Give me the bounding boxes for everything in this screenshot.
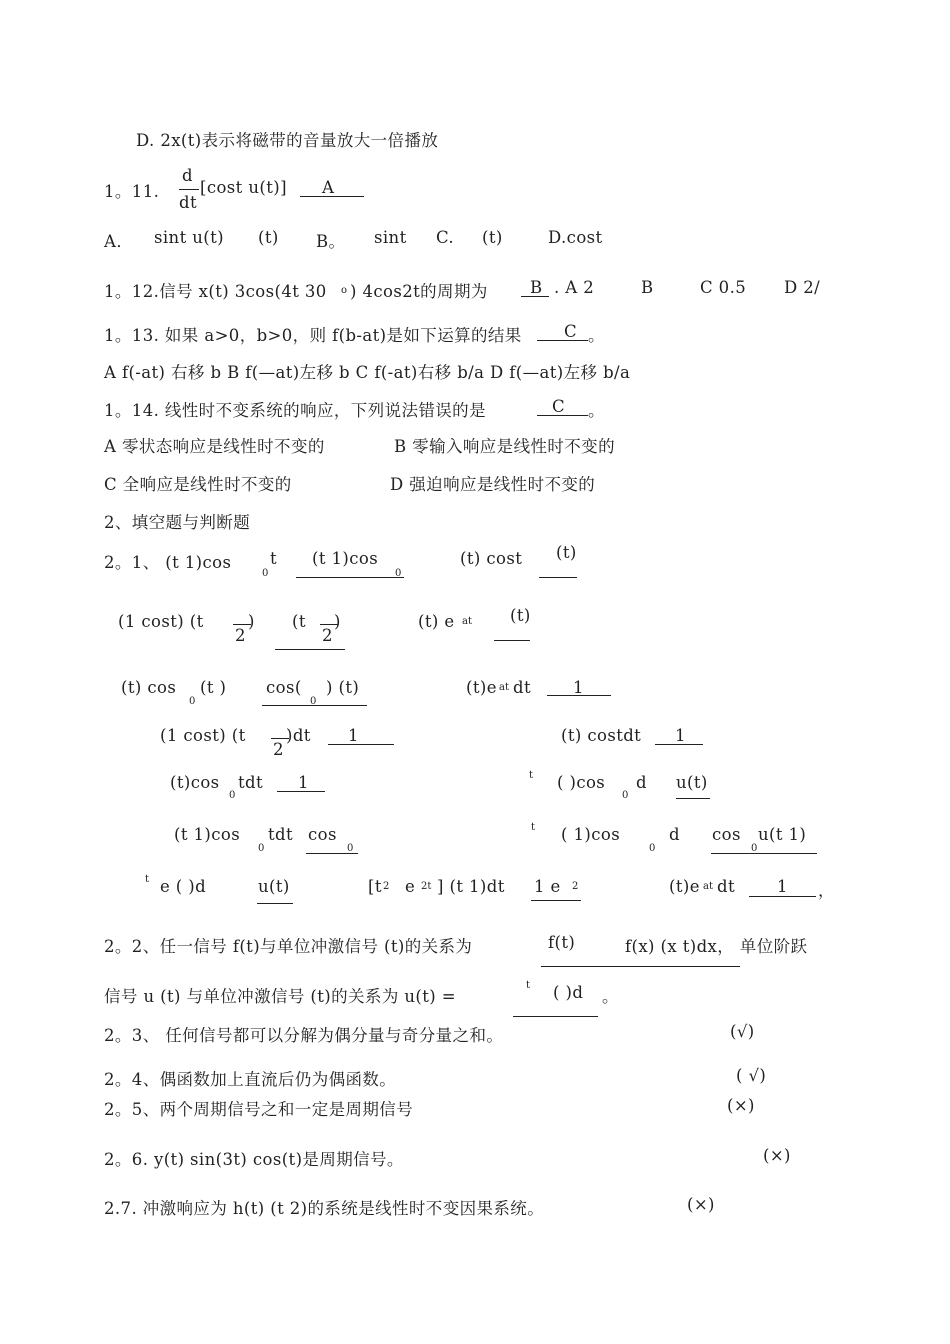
subscript-text: 0 xyxy=(622,790,629,801)
answer-blank xyxy=(749,896,816,897)
subscript-text: 0 xyxy=(189,696,196,707)
answer-blank xyxy=(257,903,293,904)
text-fragment: (t) costdt xyxy=(561,726,642,745)
text-fragment: u(t) xyxy=(258,877,290,896)
text-fragment: 1。14. 线性时不变系统的响应，下列说法错误的是 xyxy=(104,401,486,420)
text-fragment: dt xyxy=(513,678,531,697)
text-fragment: (t)e xyxy=(669,877,700,896)
subscript-text: 0 xyxy=(751,843,758,854)
text-fragment: (1 cost) (t xyxy=(160,726,246,745)
text-fragment: (t)e xyxy=(466,678,497,697)
subscript-text: at xyxy=(703,881,713,892)
answer-blank xyxy=(296,577,404,578)
text-fragment: A． xyxy=(104,232,134,251)
text-fragment: D 2/ xyxy=(784,278,821,297)
subscript-text: t xyxy=(145,874,150,885)
answer-blank xyxy=(537,340,588,341)
text-fragment: 1。11. xyxy=(104,182,160,201)
subscript-text: 0 xyxy=(262,568,269,579)
text-fragment: (√) xyxy=(730,1022,755,1041)
text-fragment: 1 xyxy=(777,877,788,896)
subscript-text: 2 xyxy=(383,881,390,892)
subscript-text: at xyxy=(499,682,509,693)
text-fragment: tdt xyxy=(268,825,294,844)
answer-blank xyxy=(676,798,710,799)
text-fragment: [t xyxy=(368,877,382,896)
text-fragment: (t ) xyxy=(200,678,227,697)
text-fragment: ( 1)cos xyxy=(561,825,621,844)
fraction-bar xyxy=(179,189,199,190)
text-fragment: e xyxy=(405,877,416,896)
text-fragment: 信号 u (t) 与单位冲激信号 (t)的关系为 u(t) = xyxy=(104,987,456,1006)
text-fragment: (×) xyxy=(727,1096,755,1115)
text-fragment: cos( xyxy=(266,678,302,697)
text-fragment: B 零输入响应是线性时不变的 xyxy=(394,437,615,456)
text-fragment: ) (t) xyxy=(326,678,360,697)
text-fragment: 2。6. y(t) sin(3t) cos(t)是周期信号。 xyxy=(104,1150,404,1169)
text-fragment: 。 xyxy=(588,326,605,345)
text-fragment: )dt xyxy=(286,726,311,745)
text-fragment: cos xyxy=(712,825,741,844)
subscript-text: 0 xyxy=(258,843,265,854)
answer-blank xyxy=(328,744,394,745)
text-fragment: ) 4cos2t的周期为 xyxy=(350,282,488,301)
text-fragment: 2 xyxy=(235,626,246,645)
answer-blank xyxy=(539,577,577,578)
text-fragment: 1 xyxy=(348,726,359,745)
answer-blank xyxy=(531,900,581,901)
text-fragment: 1 xyxy=(298,773,309,792)
text-fragment: d xyxy=(182,166,193,185)
text-fragment: 。 xyxy=(588,401,605,420)
text-fragment: [cost u(t)] xyxy=(200,178,287,197)
text-fragment: u(t 1) xyxy=(758,825,807,844)
text-fragment: . A 2 xyxy=(554,278,595,297)
text-fragment: D.cost xyxy=(548,228,603,247)
text-fragment: C xyxy=(564,322,578,341)
text-fragment: 1。12.信号 x(t) 3cos(4t 30 xyxy=(104,282,327,301)
answer-blank xyxy=(275,649,345,650)
text-fragment: (t) e xyxy=(418,612,455,631)
text-fragment: A xyxy=(322,178,335,197)
text-fragment: (×) xyxy=(687,1195,715,1214)
text-fragment: (t) xyxy=(258,228,279,247)
text-fragment: (t)cos xyxy=(170,773,220,792)
subscript-text: t xyxy=(529,770,534,781)
answer-blank xyxy=(541,966,740,967)
text-fragment: (t) xyxy=(482,228,503,247)
text-fragment: 2 xyxy=(273,740,284,759)
text-fragment: 1 e xyxy=(534,877,561,896)
text-fragment: (×) xyxy=(763,1146,791,1165)
answer-blank xyxy=(711,853,817,854)
text-fragment: B。 xyxy=(316,232,346,251)
text-fragment: dt xyxy=(717,877,735,896)
text-fragment: C 全响应是线性时不变的 xyxy=(104,475,292,494)
text-fragment: 1 xyxy=(573,678,584,697)
text-fragment: ( )cos xyxy=(557,773,606,792)
subscript-text: 0 xyxy=(395,568,402,579)
text-fragment: dt xyxy=(179,193,197,212)
text-fragment: t xyxy=(270,549,278,568)
text-fragment: 2。4、偶函数加上直流后仍为偶函数。 xyxy=(104,1070,397,1089)
text-fragment: cos xyxy=(308,825,337,844)
text-fragment: f(t) xyxy=(548,933,576,952)
subscript-text: 0 xyxy=(347,843,354,854)
text-fragment: 2 xyxy=(322,626,333,645)
subscript-text: 2 xyxy=(572,881,579,892)
subscript-text: o xyxy=(341,285,348,296)
text-fragment: f(x) (x t)dx， 单位阶跃 xyxy=(625,937,808,956)
text-fragment: D 强迫响应是线性时不变的 xyxy=(390,475,596,494)
text-fragment: ) xyxy=(248,612,255,631)
text-fragment: B xyxy=(641,278,654,297)
subscript-text: 0 xyxy=(310,696,317,707)
text-fragment: 2。2、任一信号 f(t)与单位冲激信号 (t)的关系为 xyxy=(104,937,473,956)
text-fragment: 1 xyxy=(675,726,686,745)
text-fragment: u(t) xyxy=(676,773,708,792)
text-fragment: C 0.5 xyxy=(700,278,747,297)
text-fragment: (t) xyxy=(510,606,531,625)
text-fragment: (t) cos xyxy=(121,678,177,697)
text-fragment: ( √) xyxy=(736,1066,767,1085)
text-fragment: (t xyxy=(292,612,306,631)
text-fragment: 。 xyxy=(602,987,619,1006)
text-fragment: A f(-at) 右移 b B f(—at)左移 b C f(-at)右移 b/a D f(—at)左移 b/a xyxy=(104,363,631,382)
subscript-text: 0 xyxy=(229,790,236,801)
answer-blank xyxy=(513,1016,598,1017)
text-fragment: d xyxy=(669,825,680,844)
text-fragment: (1 cost) (t xyxy=(118,612,204,631)
subscript-text: 2t xyxy=(421,881,432,892)
text-fragment: 2.7. 冲激响应为 h(t) (t 2)的系统是线性时不变因果系统。 xyxy=(104,1199,545,1218)
subscript-text: t xyxy=(531,822,536,833)
text-fragment: d xyxy=(636,773,647,792)
text-fragment: (t) xyxy=(556,543,577,562)
text-fragment: 2。5、两个周期信号之和一定是周期信号 xyxy=(104,1100,414,1119)
text-fragment: 2。1、 (t 1)cos xyxy=(104,553,232,572)
text-fragment: D. 2x(t)表示将磁带的音量放大一倍播放 xyxy=(136,131,439,150)
text-fragment: 1。13. 如果 a>0，b>0，则 f(b-at)是如下运算的结果 xyxy=(104,326,522,345)
subscript-text: 0 xyxy=(649,843,656,854)
text-fragment: e ( )d xyxy=(160,877,207,896)
answer-blank xyxy=(494,640,530,641)
text-fragment: ( )d xyxy=(553,983,584,1002)
text-fragment: ] (t 1)dt xyxy=(437,877,505,896)
text-fragment: C. xyxy=(436,228,455,247)
subscript-text: t xyxy=(526,980,531,991)
text-fragment: ) xyxy=(334,612,341,631)
text-fragment: tdt xyxy=(238,773,264,792)
text-fragment: C xyxy=(552,397,566,416)
text-fragment: sint xyxy=(374,228,407,247)
subscript-text: at xyxy=(462,616,472,627)
text-fragment: sint u(t) xyxy=(154,228,224,247)
text-fragment: B xyxy=(530,278,543,297)
text-fragment: (t) cost xyxy=(460,549,523,568)
text-fragment: (t 1)cos xyxy=(174,825,241,844)
text-fragment: 2、填空题与判断题 xyxy=(104,513,251,532)
text-fragment: (t 1)cos xyxy=(312,549,379,568)
text-fragment: A 零状态响应是线性时不变的 xyxy=(104,437,325,456)
text-fragment: ， xyxy=(818,881,835,900)
text-fragment: 2。3、 任何信号都可以分解为偶分量与奇分量之和。 xyxy=(104,1026,504,1045)
